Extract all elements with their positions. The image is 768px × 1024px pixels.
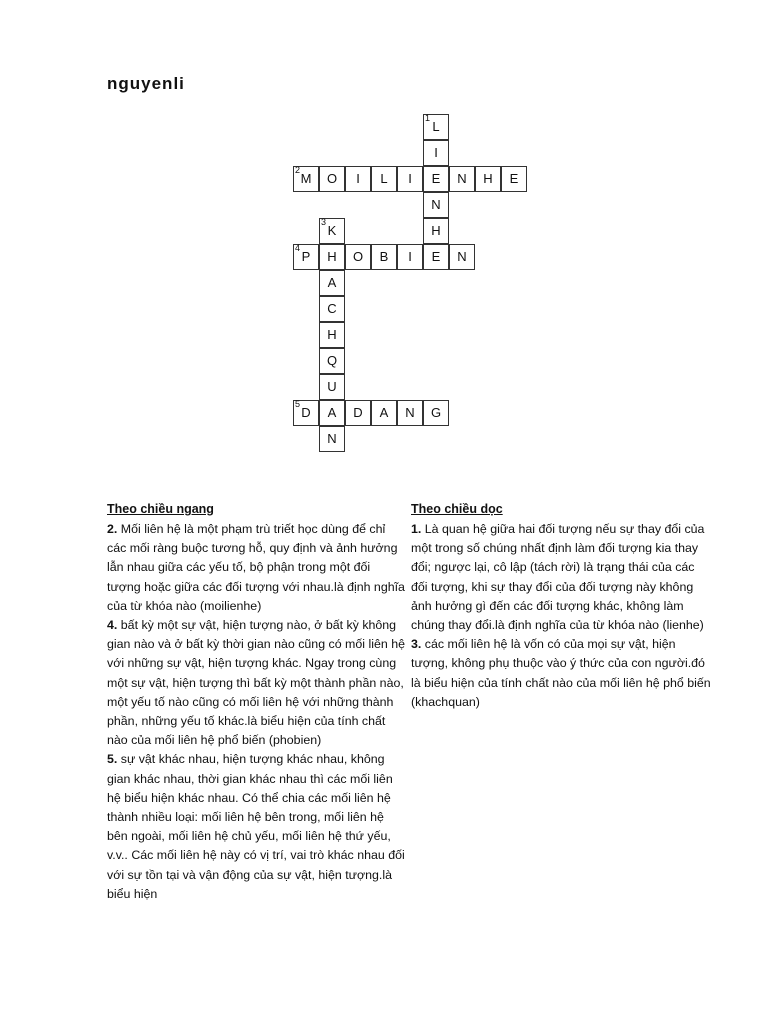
clue-text: bất kỳ một sự vật, hiện tượng nào, ở bất kỳ không gian nào và ở bất kỳ thời gian nào cũng có mối liên hệ với những sự vật, hiện tượng khác. Ngay trong cùng một sự vật, hiện tượng thì bất kỳ một thành phần nào, một yếu tố nào cũng có mối liên hệ với những thành phần, những yếu tố khác.là biểu hiện của tính chất nào của mối liên hệ phổ biến (phobien): [107, 618, 405, 748]
crossword-cell[interactable]: [397, 244, 423, 270]
clue-across-2: [107, 520, 407, 616]
clue-down-3: [411, 635, 711, 712]
clue-number: 1.: [411, 522, 422, 536]
cell-letter: A: [327, 405, 337, 420]
cell-letter: L: [380, 171, 388, 186]
cell-number: 3: [321, 217, 327, 227]
cell-letter: E: [431, 171, 441, 186]
crossword-cell[interactable]: [423, 114, 449, 140]
cell-letter: A: [379, 405, 389, 420]
crossword-cell[interactable]: [293, 166, 319, 192]
clue-number: 2.: [107, 522, 118, 536]
crossword-cell[interactable]: [293, 400, 319, 426]
crossword-cell[interactable]: [293, 244, 319, 270]
crossword-cell[interactable]: [475, 166, 501, 192]
clue-number: 3.: [411, 637, 422, 652]
cell-letter: K: [327, 223, 337, 238]
crossword-cell[interactable]: [345, 400, 371, 426]
crossword-cell[interactable]: [371, 166, 397, 192]
cell-letter: Q: [326, 353, 338, 368]
clue-number: 4.: [107, 618, 118, 633]
clue-down-1: [411, 520, 711, 635]
cell-letter: N: [405, 405, 415, 420]
cell-letter: N: [457, 171, 467, 186]
cell-letter: E: [509, 171, 519, 186]
cell-letter: H: [327, 327, 337, 342]
cell-letter: I: [356, 171, 360, 186]
crossword-cell[interactable]: [319, 218, 345, 244]
crossword-cell[interactable]: [345, 244, 371, 270]
crossword-cell[interactable]: [345, 166, 371, 192]
crossword-cell[interactable]: [423, 192, 449, 218]
crossword-cell[interactable]: [371, 400, 397, 426]
cell-letter: O: [326, 171, 338, 186]
page-title: nguyenli: [107, 74, 185, 93]
crossword-cell[interactable]: [319, 244, 345, 270]
crossword-cell[interactable]: [319, 270, 345, 296]
across-heading: Theo chiều ngang: [107, 502, 214, 516]
cell-letter: B: [379, 249, 389, 264]
cell-letter: L: [432, 119, 440, 134]
cell-number: 4: [295, 243, 301, 253]
clue-text: các mối liên hệ là vốn có của mọi sự vật, hiện tượng, không phụ thuộc vào ý thức của con người.đó là biểu hiện của tính chất nào của mối liên hệ phổ biến (khachquan): [411, 637, 711, 709]
cell-letter: H: [327, 249, 337, 264]
cell-letter: I: [434, 145, 438, 160]
crossword-cell[interactable]: [423, 400, 449, 426]
cell-number: 5: [295, 399, 301, 409]
cell-number: 2: [295, 165, 301, 175]
cell-letter: E: [431, 249, 441, 264]
cell-letter: H: [483, 171, 493, 186]
cell-letter: D: [353, 405, 363, 420]
crossword-cell[interactable]: [319, 426, 345, 452]
crossword-cell[interactable]: [319, 166, 345, 192]
crossword-cell[interactable]: [423, 244, 449, 270]
crossword-cell[interactable]: [397, 166, 423, 192]
crossword-cell[interactable]: [319, 296, 345, 322]
clue-number: 5.: [107, 752, 118, 767]
cell-letter: M: [300, 171, 312, 186]
down-heading: Theo chiều dọc: [411, 502, 503, 516]
crossword-cell[interactable]: [319, 322, 345, 348]
cell-letter: D: [301, 405, 311, 420]
cell-letter: U: [327, 379, 337, 394]
crossword-cell[interactable]: [319, 400, 345, 426]
cell-letter: I: [408, 249, 412, 264]
cell-letter: G: [430, 405, 442, 420]
crossword-cell[interactable]: [371, 244, 397, 270]
cell-letter: C: [327, 301, 337, 316]
clue-text: Là quan hệ giữa hai đối tượng nếu sự thay đổi của một trong số chúng nhất định làm đối tượng kia thay đổi; ngược lại, cô lập (tách rời) là trạng thái của các đối tượng, khi sự thay đổi của đối tượng này không ảnh hưởng gì đến các đối tượng khác, không làm chúng thay đổi.là định nghĩa của từ khóa nào (lienhe): [411, 522, 705, 633]
cell-letter: A: [327, 275, 337, 290]
clue-text: sự vật khác nhau, hiện tượng khác nhau, không gian khác nhau, thời gian khác nhau thì các mối liên hệ biểu hiện khác nhau. Có thể chia các mối liên hệ thành nhiều loại: mối liên hệ bên trong, mối liên hệ bên ngoài, mối liên hệ chủ yếu, mối liên hệ thứ yếu, v.v.. Các mối liên hệ này có vị trí, vai trò khác nhau đối với sự tồn tại và vận động của sự vật, hiện tượng.là biểu hiện: [107, 752, 405, 901]
cell-letter: N: [457, 249, 467, 264]
cell-letter: N: [327, 431, 337, 446]
cell-number: 1: [425, 113, 431, 123]
cell-letter: O: [352, 249, 364, 264]
cell-letter: I: [408, 171, 412, 186]
crossword-cell[interactable]: [423, 140, 449, 166]
cell-letter: H: [431, 223, 441, 238]
cell-letter: N: [431, 197, 441, 212]
across-clues: [107, 500, 407, 904]
crossword-cell[interactable]: [449, 166, 475, 192]
crossword-cell[interactable]: [319, 348, 345, 374]
crossword-cell[interactable]: [397, 400, 423, 426]
cell-letter: P: [301, 249, 311, 264]
crossword-cell[interactable]: [319, 374, 345, 400]
clue-across-4: [107, 616, 407, 750]
crossword-cell[interactable]: [423, 166, 449, 192]
clue-text: Mối liên hệ là một phạm trù triết học dùng để chỉ các mối ràng buộc tương hỗ, quy định và ảnh hưởng lẫn nhau giữa các yếu tố, bộ phận trong một đối tượng hoặc giữa các đối tượng với nhau.là định nghĩa của từ khóa nào (moilienhe): [107, 522, 405, 613]
down-clues: [411, 500, 711, 712]
crossword-cell[interactable]: [449, 244, 475, 270]
clue-across-5: [107, 750, 407, 904]
crossword-cell[interactable]: [423, 218, 449, 244]
crossword-cell[interactable]: [501, 166, 527, 192]
